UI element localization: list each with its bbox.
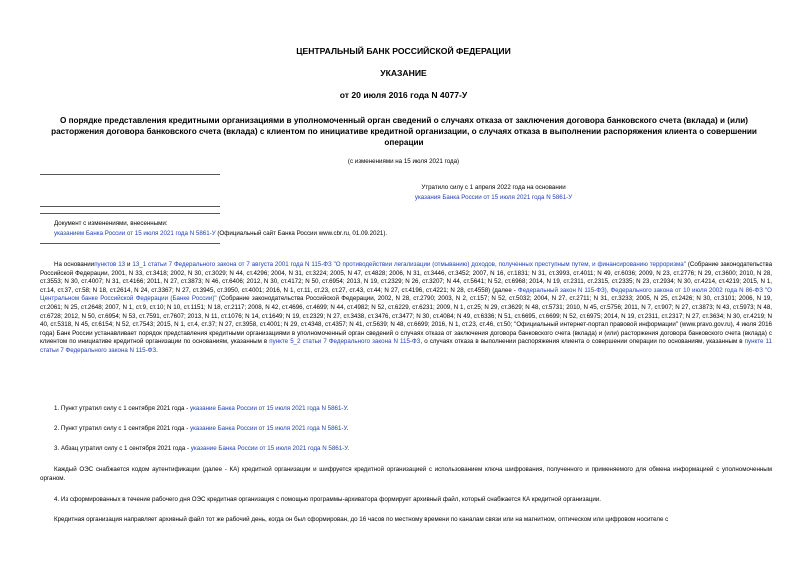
item-text: 3. Абзац утратил силу с 1 сентября 2021 года -: [54, 445, 191, 452]
item-link[interactable]: указание Банка России от 15 июля 2021 года N 5861-У: [190, 445, 348, 452]
item-tail: .: [347, 445, 350, 452]
item-text: 1. Пункт утратил силу с 1 сентября 2021 года -: [54, 405, 190, 412]
preamble-text: (Собрание законодательства Российской Федерации, 2002, N 28, ст.2790; 2003, N 2, ст.157; N 52, ст.5032; 2004, N 27, ст.2711; N 31, ст.3233; 2005, N 25, ст.2426; N 30, ст.3101; 2006, N 19, ст.2061; N 25, ст.2648; 2007, N 1, ст.9, ст.10; N 10, ст.1151; N 18, ст.2117; 2008, N 42, ст.4696, ст.4699; N 44, ст.4982; N 52, ст.6229, ст.6231; 2009, N 1, ст.25; N 29, ст.3629; N 48, ст.5731; 2010, N 45, ст.5756; 2011, N 7, ст.907; N 27, ст.3873; N 43, ст.5973; N 48, ст.6728; 2012, N 50, ст.6954; N 53, ст.7591, ст.7607; 2013, N 11, ст.1076; N 14, ст.1649; N 19, ст.2329; N 27, ст.3438, ст.3476, ст.3477; N 30, ст.4084; N 49, ст.6336; N 51, ст.6695, ст.6699; N 52, ст.6975; 2014, N 19, ст.2311, ст.2317; N 27, ст.3634; N 30, ст.4219; N 40, ст.5318, N 45, ст.6154; N 52, ст.7543; 2015, N 1, ст.4, ст.37; N 27, ст.3958, ст.4001; N 29, ст.4348, ст.4357; N 41, ст.5639; N 48, ст.6699; 2016, N 1, ст.23, ст.46, ст.50; "Официальный интернет-портал правовой информации" (www.pravo.gov.ru), 4 июля 2016 года) Банк России устанавливает порядок представления кредитными организациями в уполномоченный орган сведений о случаях отказа от заключения договора банковского счета (вклада) и (или) расторжения договора банковского счета (вклада) с клиентом по инициативе кредитной организации по основаниям, указанным в: [40, 295, 772, 346]
preamble-paragraph: [40, 261, 772, 356]
lost-force-text: Утратило силу с 1 апреля 2022 года на основании: [421, 184, 566, 191]
preamble-text: , о случаях отказа в выполнении распоряжения клиента о совершении операции по основаниям, указанным в: [420, 338, 745, 346]
preamble-text: .: [156, 346, 158, 354]
divider: [40, 174, 220, 175]
item-text: 2. Пункт утратил силу с 1 сентября 2021 года -: [54, 425, 190, 432]
law-link[interactable]: пункте 11 статьи 7 Федерального закона N 115-ФЗ: [40, 338, 772, 354]
lost-force-link[interactable]: указания Банка России от 15 июля 2021 года N 5861-У: [414, 194, 573, 201]
doc-date-number: от 20 июля 2016 года N 4077-У: [339, 90, 468, 100]
divider: [40, 206, 220, 207]
preamble-text: и: [125, 261, 133, 268]
law-link[interactable]: 13_1 статьи 7 Федерального закона от 7 августа 2001 года N 115-ФЗ "О противодействии легализации (отмыванию) доходов, полученных преступным путем, и финансированию терроризма": [132, 261, 686, 268]
law-link[interactable]: пунктов 13: [94, 261, 126, 268]
law-link[interactable]: Федеральный закон N 115-ФЗ), Федерального закона от 10 июля 2002 года N 86-ФЗ "О Центральном банке Российской Федерации (Банке России)": [40, 286, 772, 303]
item-link[interactable]: указание Банка России от 15 июля 2021 года N 5861-У: [190, 425, 347, 432]
changes-line: [54, 230, 774, 238]
item-tail: .: [346, 405, 349, 412]
list-item: [40, 445, 786, 454]
amended-note: (с изменениями на 15 июля 2021 года): [347, 158, 460, 165]
preamble-text: На основании: [54, 261, 95, 268]
paragraph-last: Кредитная организация направляет архивный файл тот же рабочий день, когда он был сформирован, до 16 часов по местному времени по каналам связи или на магнитном, оптическом или цифровом носителе с: [54, 516, 669, 523]
document-title: О порядке представления кредитными организациями в уполномоченный орган сведений о случаях отказа от заключения договора банковского счета (вклада) и (или) расторжения договора банковского счета (вклада) с клиентом по инициативе кредитной организации, о случаях отказа в выполнении распоряжения клиента о совершении операции: [51, 116, 757, 147]
changes-label: Документ с изменениями, внесенными:: [54, 220, 168, 227]
list-item: [40, 425, 786, 434]
divider: [40, 213, 220, 214]
oes-text: Каждый ОЭС снабжается кодом аутентификации (далее - КА) кредитной организации и шифруется кредитной организацией с использованием ключа шифрования, полученного и применяемого для обмена информацией с уполномоченным органом.: [40, 466, 772, 482]
oes-paragraph: [40, 466, 772, 483]
changes-link[interactable]: указанием Банка России от 15 июля 2021 года N 5861-У: [54, 230, 216, 237]
preamble-text: (Собрание законодательства Российской Федерации, 2001, N 33, ст.3418; 2002, N 30, ст.3029; N 44, ст.4296; 2004, N 31, ст.3224; 2005, N 47, ст.4828; 2006, N 31, ст.3446, ст.3452; 2007, N 16, ст.1831; N 31, ст.3993, ст.4011; N 49, ст.6036; 2009, N 23, ст.2776; N 29, ст.3600; 2010, N 28, ст.3553; N 30, ст.4007; N 31, ст.4166; 2011, N 27, ст.3873; N 46, ст.6406; 2012, N 30, ст.4172; N 50, ст.6954; 2013, N 19, ст.2329; N 26, ст.3207; N 44, ст.5641; N 52, ст.6968; 2014, N 19, ст.2311, ст.2315, ст.2335; N 23, ст.2934; N 30, ст.4214, ст.4219; 2015, N 1, ст.14, ст.37, ст.58; N 18, ст.2614, N 24, ст.3367; N 27, ст.3945, ст.3950, ст.4001; 2016, N 1, ст.11, ст.23, ст.27, ст.43, ст.44; N 27, ст.4196, ст.4221; N 28, ст.4558) (далее -: [40, 261, 773, 294]
item-link[interactable]: указание Банка России от 15 июля 2021 года N 5861-У: [190, 405, 347, 412]
list-item: [40, 405, 786, 414]
changes-source: (Официальный сайт Банка России www.cbr.ru, 01.09.2021).: [217, 230, 388, 237]
law-link[interactable]: пункте 5_2 статьи 7 Федерального закона N 115-ФЗ: [269, 338, 421, 346]
item-tail: .: [346, 425, 349, 432]
divider: [40, 243, 220, 244]
doc-type-heading: УКАЗАНИЕ: [380, 68, 427, 78]
paragraph-4: 4. Из сформированных в течение рабочего дня ОЭС кредитная организация с помощью программы-архиватора формирует архивный файл, который снабжается КА кредитной организации.: [54, 496, 601, 503]
issuer-heading: ЦЕНТРАЛЬНЫЙ БАНК РОССИЙСКОЙ ФЕДЕРАЦИИ: [296, 46, 511, 56]
